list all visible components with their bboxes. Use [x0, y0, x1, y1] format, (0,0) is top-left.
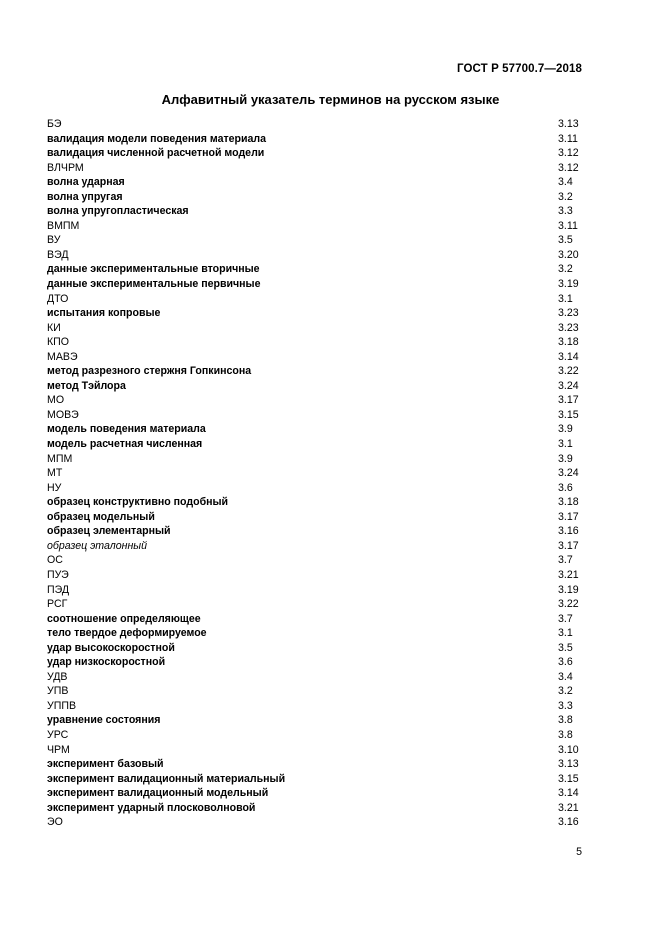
term-reference: 3.10: [558, 743, 579, 756]
term-reference: 3.9: [558, 452, 573, 465]
term-label: ОС: [47, 554, 63, 567]
term-reference: 3.1: [558, 438, 573, 451]
term-label: ПЭД: [47, 583, 70, 596]
term-reference: 3.8: [558, 728, 573, 741]
term-reference: 3.14: [558, 787, 579, 800]
term-reference: 3.7: [558, 612, 573, 625]
term-label: данные экспериментальные первичные: [47, 278, 261, 291]
term-label: валидация модели поведения материала: [47, 132, 267, 145]
term-reference: 3.6: [558, 656, 573, 669]
term-row: [47, 481, 582, 496]
term-label: УРС: [47, 728, 69, 741]
term-reference: 3.23: [558, 321, 579, 334]
term-label: ВЭД: [47, 248, 69, 261]
term-reference: 3.5: [558, 234, 573, 247]
term-reference: 3.1: [558, 627, 573, 640]
term-row: [47, 117, 582, 132]
term-reference: 3.23: [558, 307, 579, 320]
term-row: [47, 655, 582, 670]
term-label: соотношение определяющее: [47, 612, 201, 625]
term-reference: 3.6: [558, 481, 573, 494]
term-label: УППВ: [47, 699, 77, 712]
term-reference: 3.3: [558, 699, 573, 712]
term-row: [47, 321, 582, 336]
term-row: [47, 190, 582, 205]
term-label: удар низкоскоростной: [47, 656, 166, 669]
term-label: испытания копровые: [47, 307, 161, 320]
term-row: [47, 612, 582, 627]
term-reference: 3.4: [558, 670, 573, 683]
term-label: ЭО: [47, 816, 63, 829]
term-label: КПО: [47, 336, 70, 349]
term-reference: 3.21: [558, 568, 579, 581]
term-label: метод Тэйлора: [47, 379, 126, 392]
term-label: волна ударная: [47, 176, 125, 189]
term-row: [47, 452, 582, 467]
term-reference: 3.12: [558, 147, 579, 160]
term-row: [47, 161, 582, 176]
term-reference: 3.17: [558, 510, 579, 523]
term-label: ВУ: [47, 234, 61, 247]
term-label: ВЛЧРМ: [47, 161, 84, 174]
term-row: [47, 422, 582, 437]
term-reference: 3.22: [558, 598, 579, 611]
term-row: [47, 219, 582, 234]
term-row: [47, 568, 582, 583]
term-row: [47, 713, 582, 728]
term-reference: 3.21: [558, 801, 579, 814]
term-reference: 3.12: [558, 161, 579, 174]
term-reference: 3.24: [558, 467, 579, 480]
term-label: МОВЭ: [47, 408, 79, 421]
term-reference: 3.17: [558, 539, 579, 552]
term-row: [47, 539, 582, 554]
term-label: НУ: [47, 481, 62, 494]
term-label: метод разрезного стержня Гопкинсона: [47, 365, 252, 378]
term-row: [47, 583, 582, 598]
term-reference: 3.2: [558, 263, 573, 276]
term-row: [47, 248, 582, 263]
term-reference: 3.19: [558, 583, 579, 596]
term-row: [47, 146, 582, 161]
term-label: БЭ: [47, 118, 62, 130]
term-label: МАВЭ: [47, 350, 78, 363]
term-reference: 3.3: [558, 205, 573, 218]
term-label: образец элементарный: [47, 525, 171, 538]
term-row: [47, 510, 582, 525]
term-reference: 3.19: [558, 278, 579, 291]
term-row: [47, 393, 582, 408]
term-label: образец модельный: [47, 510, 155, 523]
term-label: волна упругая: [47, 190, 123, 203]
term-label: уравнение состояния: [47, 714, 161, 727]
term-reference: 3.2: [558, 685, 573, 698]
term-row: [47, 786, 582, 801]
term-row: [47, 626, 582, 641]
term-row: [47, 641, 582, 656]
term-row: [47, 495, 582, 510]
term-reference: 3.7: [558, 554, 573, 567]
term-label: ДТО: [47, 292, 69, 305]
term-reference: 3.17: [558, 394, 579, 407]
term-label: УПВ: [47, 685, 69, 698]
term-row: [47, 175, 582, 190]
term-reference: 3.24: [558, 379, 579, 392]
term-label: образец конструктивно подобный: [47, 496, 229, 509]
term-label: ПУЭ: [47, 568, 69, 581]
term-reference: 3.18: [558, 496, 579, 509]
term-reference: 3.8: [558, 714, 573, 727]
term-label: эксперимент ударный плосковолновой: [47, 801, 256, 814]
document-code: ГОСТ Р 57700.7—2018: [457, 63, 582, 75]
term-reference: 3.2: [558, 190, 573, 203]
term-reference: 3.18: [558, 336, 579, 349]
term-label: образец эталонный: [47, 539, 147, 552]
term-reference: 3.11: [558, 132, 578, 145]
term-row: [47, 204, 582, 219]
term-label: эксперимент валидационный материальный: [47, 772, 286, 785]
term-reference: 3.5: [558, 641, 573, 654]
term-reference: 3.15: [558, 408, 579, 421]
term-label: волна упругопластическая: [47, 205, 189, 218]
term-label: удар высокоскоростной: [47, 641, 175, 654]
term-row: [47, 757, 582, 772]
term-reference: 3.11: [558, 219, 578, 232]
term-row: [47, 743, 582, 758]
term-reference: 3.1: [558, 292, 573, 305]
term-label: тело твердое деформируемое: [47, 627, 207, 640]
term-label: МО: [47, 394, 65, 407]
term-reference: 3.16: [558, 525, 579, 538]
term-reference: 3.14: [558, 350, 579, 363]
term-row: [47, 597, 582, 612]
term-row: [47, 292, 582, 307]
term-row: [47, 306, 582, 321]
term-label: ЧРМ: [47, 743, 70, 756]
term-row: [47, 233, 582, 248]
term-label: валидация численной расчетной модели: [47, 147, 265, 160]
term-row: [47, 684, 582, 699]
term-index-list: [47, 117, 582, 830]
term-reference: 3.22: [558, 365, 579, 378]
term-reference: 3.9: [558, 423, 573, 436]
term-row: [47, 277, 582, 292]
term-reference: 3.15: [558, 772, 579, 785]
term-row: [47, 132, 582, 147]
term-row: [47, 350, 582, 365]
term-reference: 3.13: [558, 118, 579, 130]
term-label: МТ: [47, 467, 63, 480]
term-row: [47, 262, 582, 277]
term-row: [47, 364, 582, 379]
term-row: [47, 524, 582, 539]
term-row: [47, 335, 582, 350]
term-label: УДВ: [47, 670, 68, 683]
term-label: МПМ: [47, 452, 73, 465]
term-row: [47, 670, 582, 685]
term-row: [47, 699, 582, 714]
term-row: [47, 801, 582, 816]
term-row: [47, 466, 582, 481]
term-reference: 3.16: [558, 816, 579, 829]
term-reference: 3.13: [558, 758, 579, 771]
term-row: [47, 815, 582, 830]
term-label: эксперимент валидационный модельный: [47, 787, 269, 800]
term-row: [47, 553, 582, 568]
term-row: [47, 728, 582, 743]
term-row: [47, 408, 582, 423]
term-label: КИ: [47, 321, 61, 334]
term-label: модель поведения материала: [47, 423, 206, 436]
term-label: РСГ: [47, 598, 68, 611]
term-label: ВМПМ: [47, 219, 80, 232]
term-label: данные экспериментальные вторичные: [47, 263, 260, 276]
term-reference: 3.20: [558, 248, 579, 261]
term-reference: 3.4: [558, 176, 573, 189]
index-title: Алфавитный указатель терминов на русском языке: [161, 92, 500, 107]
term-row: [47, 772, 582, 787]
page-number: 5: [576, 846, 582, 858]
term-label: модель расчетная численная: [47, 438, 203, 451]
term-row: [47, 437, 582, 452]
term-row: [47, 379, 582, 394]
term-label: эксперимент базовый: [47, 758, 164, 771]
